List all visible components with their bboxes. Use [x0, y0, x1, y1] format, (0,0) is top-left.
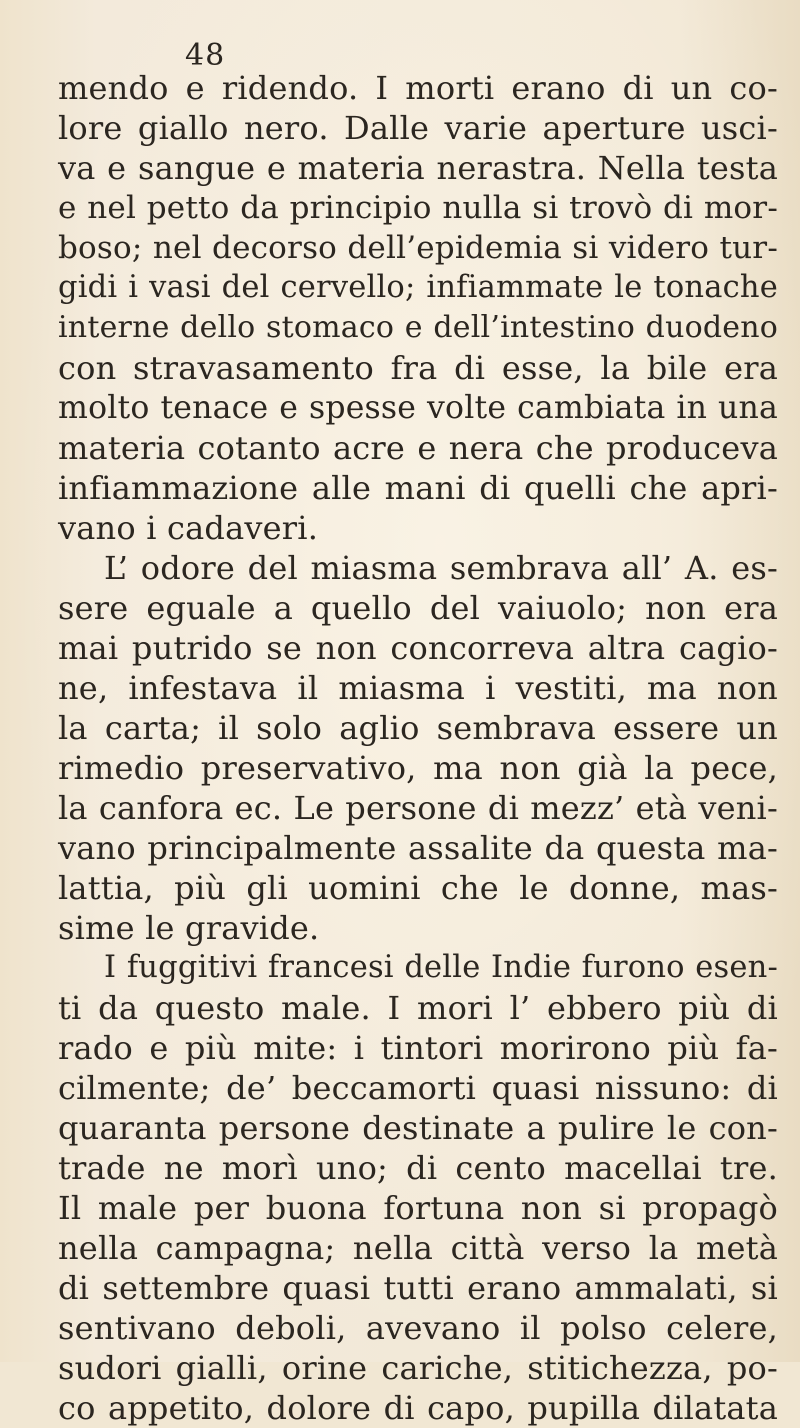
text-line: e nel petto da principio nulla si trovò di mor-	[58, 190, 778, 226]
text-line: ti da questo male. I mori l’ ebbero più di	[58, 989, 778, 1027]
text-line: mendo e ridendo. I morti erano di un co-	[58, 69, 778, 107]
text-line: co appetito, dolore di capo, pupilla dilatata	[58, 1389, 778, 1427]
text-line: vano principalmente assalite da questa ma-	[58, 829, 778, 867]
text-line: sime le gravide.	[58, 909, 320, 947]
text-line: ne, infestava il miasma i vestiti, ma non	[58, 669, 778, 707]
text-line: vano i cadaveri.	[58, 509, 319, 547]
text-line: molto tenace e spesse volte cambiata in una	[58, 390, 778, 426]
text-line: la canfora ec. Le persone di mezz’ età veni-	[58, 789, 778, 827]
text-line: L’ odore del miasma sembrava all’ A. es-	[104, 549, 778, 587]
text-line: trade ne morì uno; di cento macellai tre.	[58, 1149, 778, 1187]
page-number: 48	[185, 38, 226, 73]
text-line: materia cotanto acre e nera che produceva	[58, 429, 778, 467]
text-line: di settembre quasi tutti erano ammalati, si	[58, 1269, 778, 1307]
text-line: sentivano deboli, avevano il polso celere,	[58, 1309, 778, 1347]
text-line: interne dello stomaco e dell’intestino duodeno	[58, 310, 778, 345]
text-line: gidi i vasi del cervello; infiammate le tonache	[58, 270, 778, 305]
text-line: quaranta persone destinate a pulire le con-	[58, 1109, 778, 1147]
text-line: rado e più mite: i tintori morirono più fa-	[58, 1029, 778, 1067]
body-text	[58, 68, 778, 1428]
text-line: mai putrido se non concorreva altra cagio-	[58, 629, 778, 667]
text-line: Il male per buona fortuna non si propagò	[58, 1189, 778, 1227]
text-line: lore giallo nero. Dalle varie aperture usci-	[58, 109, 778, 147]
text-line: sere eguale a quello del vaiuolo; non era	[58, 589, 778, 627]
text-line: sudori gialli, orine cariche, stitichezza, po-	[58, 1349, 778, 1387]
text-line: nella campagna; nella città verso la metà	[58, 1229, 778, 1267]
text-line: lattia, più gli uomini che le donne, mas-	[58, 869, 778, 907]
text-line: infiammazione alle mani di quelli che apri-	[58, 469, 778, 507]
text-line: va e sangue e materia nerastra. Nella testa	[58, 149, 778, 187]
text-line: con stravasamento fra di esse, la bile era	[58, 349, 778, 387]
text-line: I fuggitivi francesi delle Indie furono esen-	[104, 950, 778, 985]
text-line: rimedio preservativo, ma non già la pece,	[58, 749, 778, 787]
text-line: cilmente; de’ beccamorti quasi nissuno: di	[58, 1069, 778, 1107]
text-line: la carta; il solo aglio sembrava essere un	[58, 709, 778, 747]
text-line: boso; nel decorso dell’epidemia si videro tur-	[58, 230, 778, 266]
